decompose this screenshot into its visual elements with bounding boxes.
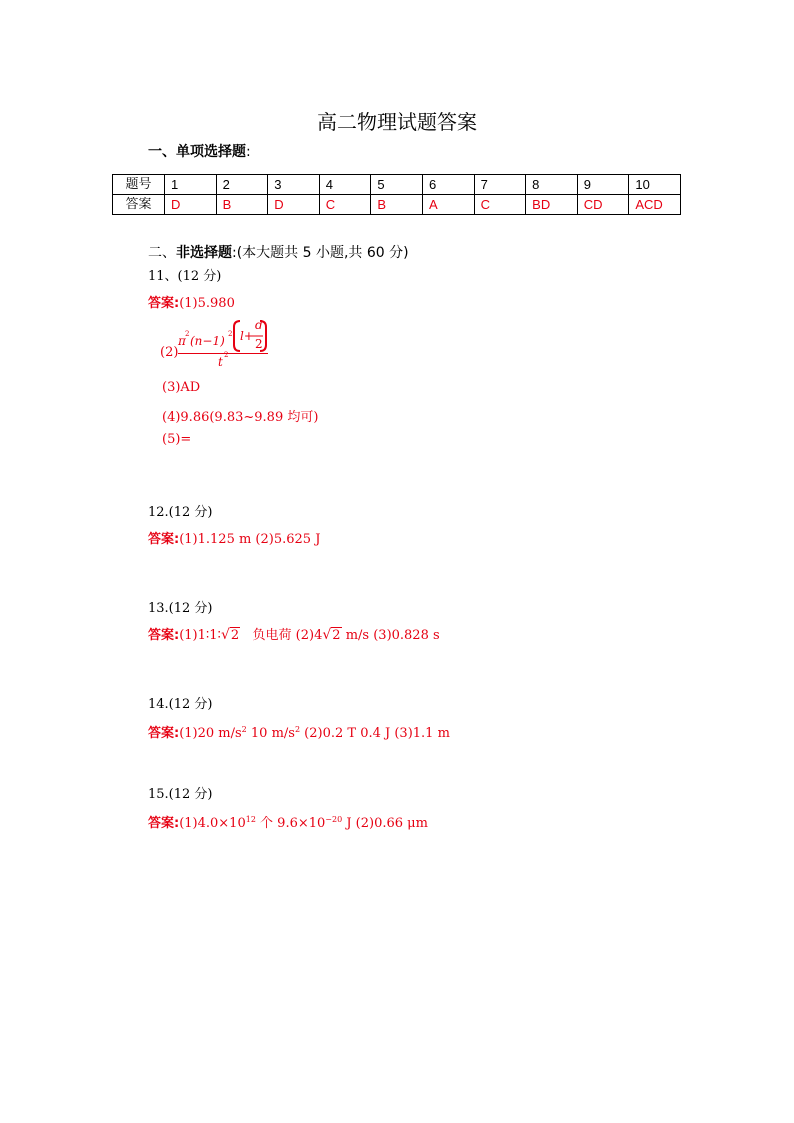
answer-table bbox=[112, 174, 681, 215]
answer-cell: B bbox=[216, 195, 268, 215]
question-11-answer-4: (4)9.86(9.83~9.89 均可) bbox=[162, 410, 319, 425]
number-cell: 1 bbox=[165, 175, 217, 195]
sqrt-symbol: √2 bbox=[220, 627, 240, 643]
answer-cell: BD bbox=[526, 195, 578, 215]
answer-label: 答案: bbox=[148, 816, 180, 831]
row-header: 答案 bbox=[113, 195, 165, 215]
section-label: 一、单项选择题 bbox=[148, 144, 246, 160]
formula-exp: 2 bbox=[224, 351, 229, 359]
number-cell: 3 bbox=[268, 175, 320, 195]
answer-label: 答案: bbox=[148, 726, 180, 741]
answer-text: (2)0.2 T 0.4 J (3)1.1 m bbox=[300, 726, 450, 741]
question-11-header: 11、(12 分) bbox=[148, 269, 222, 284]
question-12-header: 12.(12 分) bbox=[148, 505, 213, 520]
answer-cell: CD bbox=[577, 195, 629, 215]
question-number-row bbox=[113, 175, 681, 195]
question-14-header: 14.(12 分) bbox=[148, 697, 213, 712]
answer-label: 答案: bbox=[148, 296, 180, 311]
formula-n-term: (n−1) bbox=[190, 334, 225, 348]
answer-cell: A bbox=[422, 195, 474, 215]
number-cell: 6 bbox=[422, 175, 474, 195]
answer-cell: D bbox=[268, 195, 320, 215]
section-heading-non-choice bbox=[148, 242, 409, 262]
number-cell: 5 bbox=[371, 175, 423, 195]
answer-label: 答案: bbox=[148, 532, 180, 547]
answer-label: 答案: bbox=[148, 628, 180, 643]
answer-cell: C bbox=[319, 195, 371, 215]
answer-cell: ACD bbox=[629, 195, 681, 215]
formula-exp: 2 bbox=[228, 330, 233, 338]
answer-cell: B bbox=[371, 195, 423, 215]
number-cell: 2 bbox=[216, 175, 268, 195]
superscript: 2 bbox=[294, 725, 301, 734]
answer-row bbox=[113, 195, 681, 215]
superscript: 2 bbox=[241, 725, 247, 734]
superscript: −20 bbox=[325, 815, 343, 824]
formula-label: (2) bbox=[160, 345, 179, 360]
answer-text: J (2)0.66 μm bbox=[342, 816, 428, 831]
question-11-formula bbox=[160, 318, 280, 370]
section-label: 非选择题 bbox=[176, 245, 232, 261]
section-note: :(本大题共 5 小题,共 60 分) bbox=[232, 245, 409, 261]
formula-d: d bbox=[255, 318, 263, 332]
answer-text: (1)4.0×10 bbox=[179, 816, 246, 831]
formula-pi: π bbox=[178, 334, 186, 348]
answer-text: (1)1.125 m (2)5.625 J bbox=[179, 532, 321, 547]
question-13-header: 13.(12 分) bbox=[148, 601, 213, 616]
answer-text: 负电荷 (2)4 bbox=[252, 628, 323, 643]
sqrt-symbol: √2 bbox=[322, 627, 341, 643]
row-header: 题号 bbox=[113, 175, 165, 195]
answer-text: 10 m/s bbox=[246, 726, 295, 741]
question-15-header: 15.(12 分) bbox=[148, 787, 213, 802]
question-11-answer-1 bbox=[148, 292, 235, 311]
formula-two: 2 bbox=[255, 337, 263, 351]
answer-text: (1)20 m/s bbox=[179, 726, 242, 741]
number-cell: 8 bbox=[526, 175, 578, 195]
number-cell: 9 bbox=[577, 175, 629, 195]
number-cell: 7 bbox=[474, 175, 526, 195]
fraction-line bbox=[178, 353, 268, 354]
section-prefix: 二、 bbox=[148, 245, 176, 261]
question-15-answer bbox=[148, 812, 428, 831]
section-suffix: : bbox=[246, 144, 251, 160]
answer-cell: C bbox=[474, 195, 526, 215]
superscript: 12 bbox=[245, 815, 256, 824]
question-11-answer-5: (5)= bbox=[162, 432, 192, 447]
question-12-answer bbox=[148, 528, 320, 547]
formula-exp: 2 bbox=[185, 330, 190, 338]
page-title: 高二物理试题答案 bbox=[317, 110, 477, 134]
number-cell: 4 bbox=[319, 175, 371, 195]
formula-t: t bbox=[218, 355, 223, 369]
question-14-answer bbox=[148, 722, 450, 741]
question-13-answer bbox=[148, 624, 440, 643]
formula-l-plus: l+ bbox=[240, 329, 254, 343]
answer-text: m/s (3)0.828 s bbox=[341, 628, 440, 643]
answer-text: (1)1∶1∶ bbox=[179, 628, 221, 643]
number-cell: 10 bbox=[629, 175, 681, 195]
answer-cell: D bbox=[165, 195, 217, 215]
answer-text: 个 9.6×10 bbox=[255, 816, 326, 831]
question-11-answer-3: (3)AD bbox=[162, 380, 201, 395]
answer-text: (1)5.980 bbox=[179, 296, 235, 311]
section-heading-single-choice bbox=[148, 141, 251, 161]
